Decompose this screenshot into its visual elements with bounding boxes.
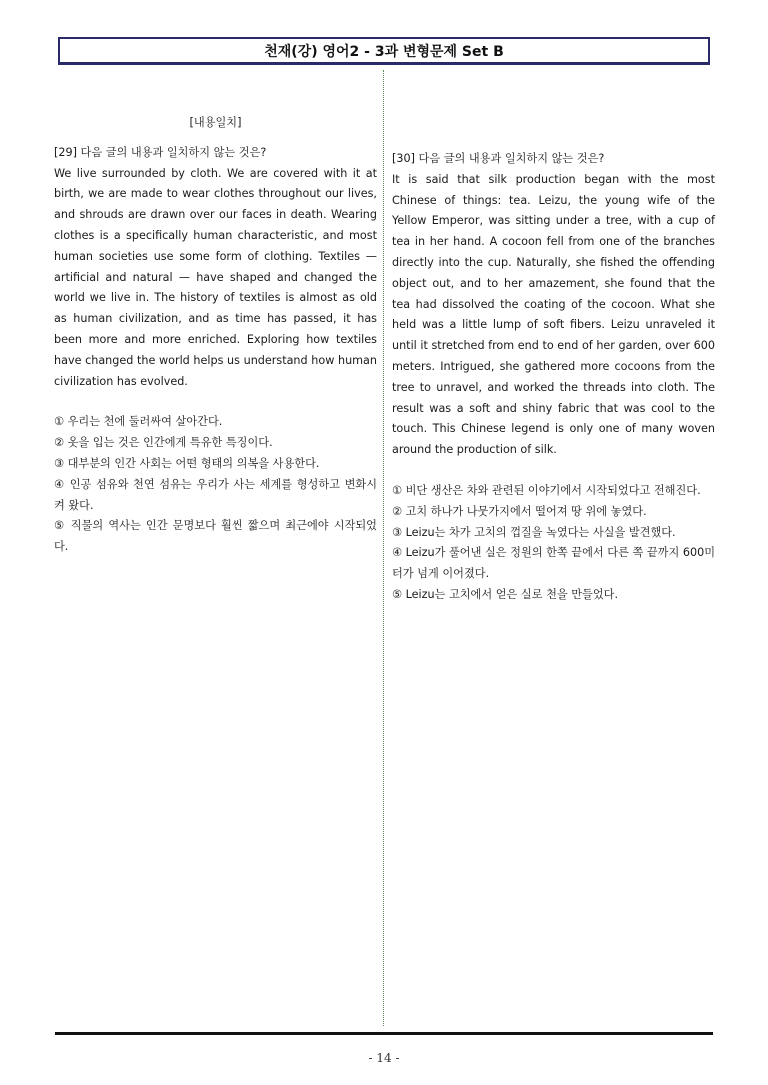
question-30-choices (392, 481, 715, 606)
column-divider (383, 70, 384, 1026)
choice-item: ② 고치 하나가 나뭇가지에서 떨어져 땅 위에 놓였다. (392, 504, 647, 518)
page-header (58, 37, 710, 65)
footer-rule (55, 1032, 713, 1035)
choice-item: ③ Leizu는 차가 고치의 껍질을 녹였다는 사실을 발견했다. (392, 525, 676, 539)
question-29-choices (54, 412, 377, 558)
question-30-title: [30] 다음 글의 내용과 일치하지 않는 것은? (392, 152, 605, 165)
choice-item: ① 우리는 천에 둘러싸여 살아간다. (54, 415, 223, 429)
choice-item: ④ Leizu가 풀어낸 실은 정원의 한쪽 끝에서 다른 쪽 끝까지 600미터가 넘게 이어졌다. (392, 546, 715, 581)
choice-item: ③ 대부분의 인간 사회는 어떤 형태의 의복을 사용한다. (54, 456, 320, 470)
choice-item: ⑤ 직물의 역사는 인간 문명보다 훨씬 짧으며 최근에야 시작되었다. (54, 519, 377, 554)
choice-item: ④ 인공 섬유와 천연 섬유는 우리가 사는 세계를 형성하고 변화시켜 왔다. (54, 477, 377, 512)
question-29-passage: We live surrounded by cloth. We are covered with it at birth, we are made to wear clothes throughout our lives, and shrouds are drawn over our faces in death. Wearing clothes is a specifically human characteristic, and most human societies use some form of clothing. Textiles — artificial and natural — have shaped and changed the world we live in. The history of textiles is almost as old as human civilization, and as time has passed, it has been more and more enriched. Exploring how textiles have changed the world helps us understand how human civilization has evolved. (54, 166, 377, 388)
choice-item: ① 비단 생산은 차와 관련된 이야기에서 시작되었다고 전해진다. (392, 483, 701, 497)
question-30-passage: It is said that silk production began with the most Chinese of things: tea. Leizu, the young wife of the Yellow Emperor, was sitting under a tree, with a cup of tea in her hand. A cocoon fell from one of the branches directly into the cup. Naturally, she fished the offending object out, and to her amazement, she found that the tea had dissolved the coating of the cocoon. What she held was a little lump of soft fibers. Leizu unraveled it until it stretched from end to end of her garden, over 600 meters. Intrigued, she gathered more cocoons from the tree to unravel, and worked the threads into cloth. The result was a soft and shiny fabric that was cool to the touch. This Chinese legend is only one of many woven around the production of silk. (392, 172, 715, 457)
question-29-title: [29] 다음 글의 내용과 일치하지 않는 것은? (54, 145, 267, 159)
page-number: - 14 - (368, 1051, 400, 1065)
right-column (392, 149, 715, 606)
left-column (54, 113, 377, 558)
choice-item: ⑤ Leizu는 고치에서 얻은 실로 천을 만들었다. (392, 587, 619, 601)
section-label: [내용일치] (189, 116, 242, 129)
page-title: 천재(강) 영어2 - 3과 변형문제 Set B (264, 43, 504, 60)
choice-item: ② 옷을 입는 것은 인간에게 특유한 특징이다. (54, 436, 273, 450)
